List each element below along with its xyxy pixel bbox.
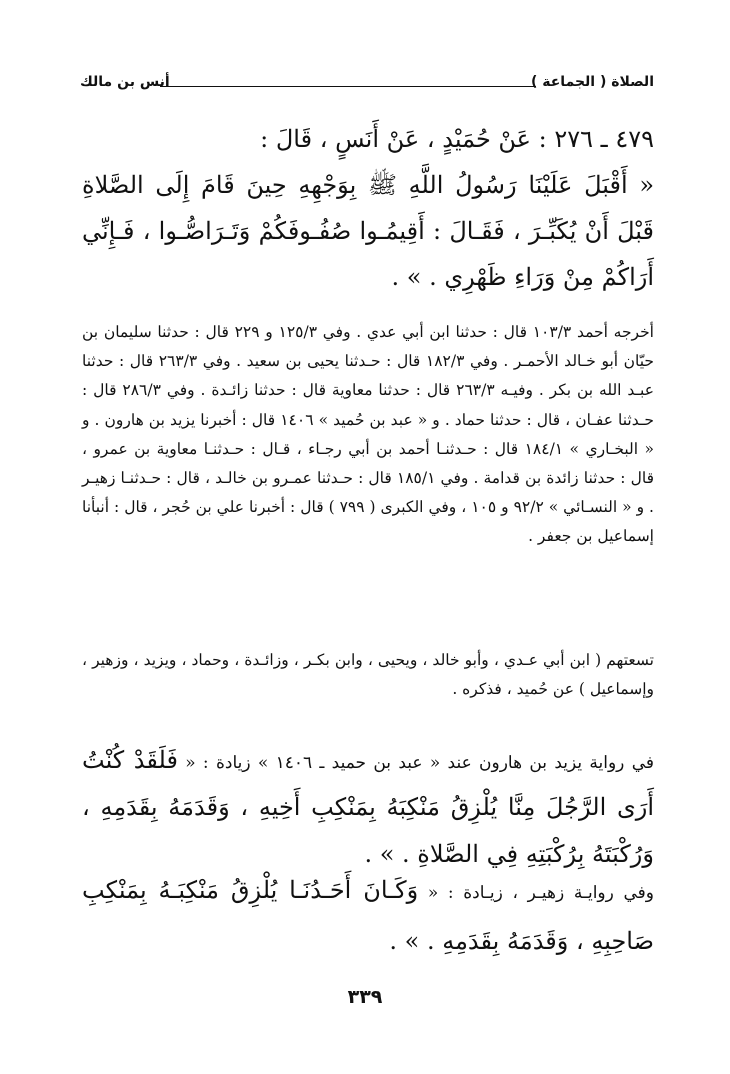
hadith-number-line: ٤٧٩ ـ ٢٧٦ : عَنْ حُمَيْدٍ ، عَنْ أَنَسٍ ، قَالَ : <box>260 125 654 153</box>
chains-summary-paragraph: تسعتهم ( ابن أبي عـدي ، وأبو خالد ، ويحيى ، وابن بكـر ، وزائـدة ، وحماد ، ويزيد ، وزهير ، وإسماعيل ) عن حُميد ، فذكره . <box>82 651 654 698</box>
narrator-title: أنس بن مالك <box>80 74 170 90</box>
hadith-text: « أَقْبَلَ عَلَيْنَا رَسُولُ اللَّهِ ﷺ بِوَجْهِهِ حِينَ قَامَ إِلَى الصَّلاةِ قَبْلَ أَنْ يُكَبِّـرَ ، فَقَـالَ : أَقِيمُـوا صُفُـوفَكُمْ وَتَـرَاصُّـوا ، فَـإِنِّي أَرَاكُمْ مِنْ وَرَاءِ ظَهْرِي . » . <box>82 171 654 291</box>
page-number: ٣٣٩ <box>347 986 383 1008</box>
hadith-block <box>82 116 654 300</box>
addition-1-intro: في رواية يزيد بن هارون عند « عبد بن حميد ـ ١٤٠٦ » زيادة : « <box>185 753 654 773</box>
addition-paragraph-1 <box>82 738 654 879</box>
addition-paragraph-2 <box>82 866 654 968</box>
header-rule <box>160 86 536 87</box>
chapter-title: الصلاة ( الجماعة ) <box>530 74 654 90</box>
takhrij-paragraph: أخرجه أحمد ١٠٣/٣ قال : حدثنا ابن أبي عدي . وفي ١٢٥/٣ و ٢٢٩ قال : حدثنا سليمان بن حيّان أبو خـالد الأحمـر . وفي ١٨٢/٣ قال : حـدثنا يحيى بن سعيد . وفي ٢٦٣/٣ قال : حدثنا عبـد الله بن بكر . وفيـه ٢٦٣/٣ قال : حدثنا معاوية قال : حدثنا زائـدة . وفي ٢٨٦/٣ قال : حـدثنا عفـان ، قال : حدثنا حماد . و « عبد بن حُميد » ١٤٠٦ قال : أخبرنا يزيد بن هارون . و « البخـاري » ١٨٤/١ قال : حـدثنـا أحمد بن أبي رجـاء ، قـال : حـدثنـا معاوية بن عمرو ، قال : حدثنا زائدة بن قدامة . وفي ١٨٥/١ قال : حـدثنا عمـرو بن خالـد ، قال : حـدثنـا زهيـر . و « النسـائي » ٩٢/٢ و ١٠٥ ، وفي الكبرى ( ٧٩٩ ) قال : أخبرنا علي بن حُجر ، قال : أنبأنا إسماعيل بن جعفر . <box>82 323 654 546</box>
addition-1-text: فَلَقَدْ كُنْتُ أَرَى الرَّجُلَ مِنَّا يُلْزِقُ مَنْكِبَهُ بِمَنْكِبِ أَخِيهِ ، وَقَدَمَهُ بِقَدَمِهِ ، وَرُكْبَتَهُ بِرُكْبَتِهِ فِي الصَّلاةِ . » . <box>82 746 655 868</box>
running-header <box>80 74 654 96</box>
addition-2-intro: وفي روايـة زهيـر ، زيـادة : « <box>427 883 654 903</box>
addition-2-text: وَكَـانَ أَحَـدُنَـا يُلْزِقُ مَنْكِبَـهُ بِمَنْكِبِ صَاحِبِهِ ، وَقَدَمَهُ بِقَدَمِهِ . » . <box>82 876 654 955</box>
